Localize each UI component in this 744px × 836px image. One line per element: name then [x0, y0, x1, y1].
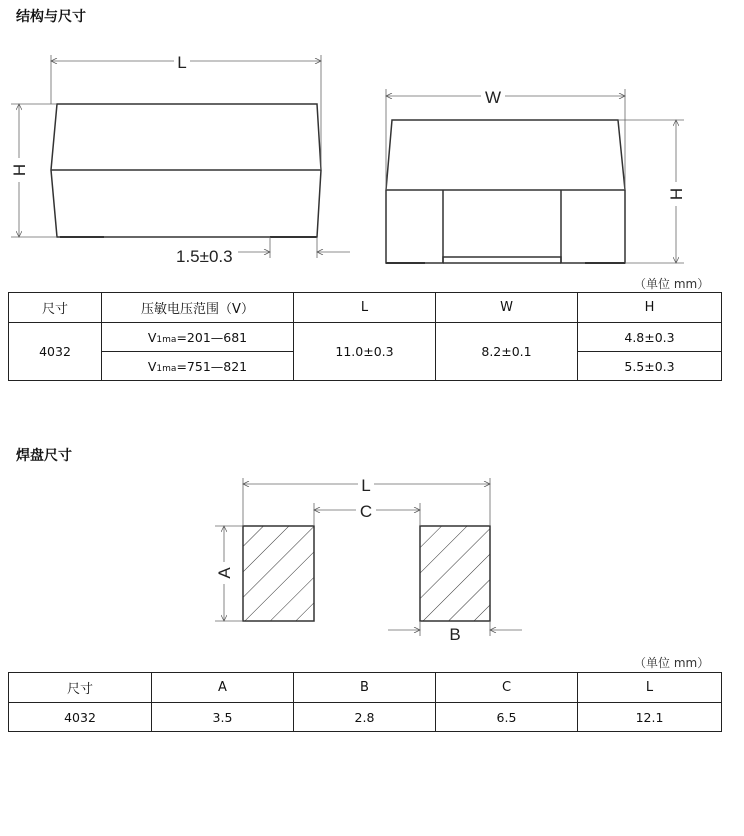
dim-H-label: H: [10, 163, 29, 177]
pad-C-cell: 6.5: [436, 703, 578, 732]
pad-table: [8, 672, 722, 732]
pad-col-header-L: L: [578, 673, 722, 703]
dim-gap-label: 1.5±0.3: [176, 247, 233, 266]
unit-note-2: （单位 mm）: [634, 656, 710, 670]
voltage-range-cell: V1ma=201—681: [102, 323, 294, 352]
col-header-voltage: 压敏电压范围（V）: [102, 293, 294, 323]
pad-A-cell: 3.5: [152, 703, 294, 732]
H-value-cell: 4.8±0.3: [578, 323, 722, 352]
pad-B-cell: 2.8: [294, 703, 436, 732]
voltage-range-cell: V1ma=751—821: [102, 352, 294, 381]
dim-W-label: W: [484, 88, 502, 107]
pad-dim-B-label: B: [449, 625, 461, 644]
structure-title: 结构与尺寸: [16, 9, 86, 25]
pad-dim-C-label: C: [359, 502, 373, 521]
W-value-cell: 8.2±0.1: [436, 323, 578, 381]
pad-size-cell: 4032: [9, 703, 152, 732]
side-view-drawing: [51, 104, 321, 237]
pad-dim-L-label: L: [361, 476, 371, 495]
unit-note-1: （单位 mm）: [634, 277, 710, 291]
front-view-drawing: [386, 120, 625, 263]
table-row: [9, 703, 722, 732]
pad-col-header-A: A: [152, 673, 294, 703]
pad-col-header-size: 尺寸: [9, 673, 152, 703]
dim-H2-label: H: [667, 187, 686, 201]
pad-layout-drawing: [243, 526, 490, 621]
size-cell: 4032: [9, 323, 102, 381]
spec-table: [8, 292, 722, 381]
pad-title: 焊盘尺寸: [16, 448, 72, 464]
pad-L-cell: 12.1: [578, 703, 722, 732]
dim-L-label: L: [177, 53, 187, 72]
col-header-size: 尺寸: [9, 293, 102, 323]
col-header-L: L: [294, 293, 436, 323]
L-value-cell: 11.0±0.3: [294, 323, 436, 381]
H-value-cell: 5.5±0.3: [578, 352, 722, 381]
pad-col-header-B: B: [294, 673, 436, 703]
col-header-H: H: [578, 293, 722, 323]
col-header-W: W: [436, 293, 578, 323]
pad-col-header-C: C: [436, 673, 578, 703]
pad-dim-A-label: A: [215, 567, 234, 579]
